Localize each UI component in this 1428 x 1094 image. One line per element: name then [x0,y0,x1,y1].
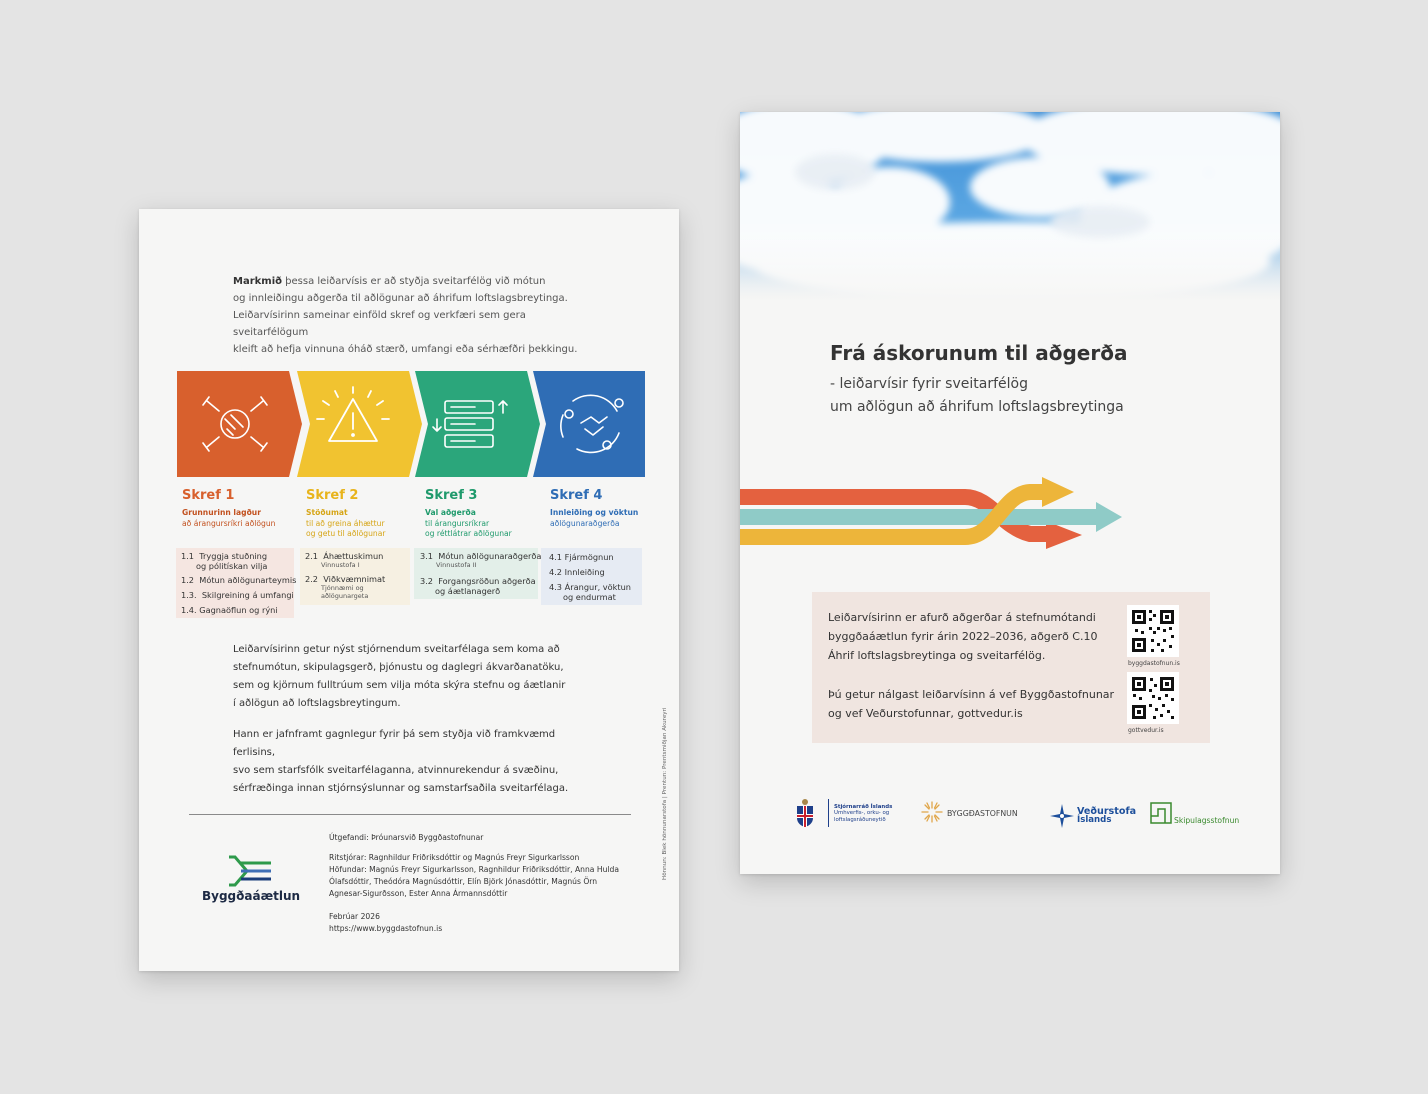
body-line: Leiðarvísirinn getur nýst stjórnendum sveitarfélaga sem koma að [233,644,560,655]
body-line: svo sem starfsfólk sveitarfélaganna, atvinnurekendur á svæðinu, [233,765,559,776]
item-text: Fjármögnun [564,552,614,562]
ministry-line: loftslagsráðuneytið [834,816,886,823]
step-4-title: Skref 4 [550,488,603,503]
body-paragraph-2 [233,726,593,798]
qr-code-gottvedur-icon[interactable] [1127,672,1179,724]
item-text: Skilgreining á umfangi [201,590,294,600]
step-1-item [181,605,278,615]
ribbon-arrows-graphic [740,472,1130,562]
ministry-line: Umhverfis-, orku- og [834,810,890,817]
qr-code-byggdastofnun-icon[interactable] [1127,605,1179,657]
vedurstofa-logo-text [1077,807,1136,825]
byggdaaaetlun-logo-text: Byggðaáætlun [202,889,301,903]
item-note: Vinnustofa I [321,561,360,569]
sun-rays-logo-icon [921,801,943,823]
step-4-arrow [533,371,645,477]
vedurstofa-line: Veðurstofa [1077,806,1137,817]
ministry-line: Stjórnarráð Íslands [834,804,893,810]
divider [189,814,631,815]
step-4-desc: aðlögunaraðgerða [550,519,620,528]
item-text: Árangur, vöktun [564,582,631,592]
back-page [139,209,679,971]
item-text: Tryggja stuðning [199,551,268,561]
qr-label-byggdastofnun: byggdastofnun.is [1128,660,1180,667]
item-num: 2.2 [305,574,319,584]
byggdaaaetlun-logo-icon [225,853,275,887]
credit-editors: Ritstjórar: Ragnhildur Friðriksdóttir og Magnús Freyr Sigurkarlsson [329,853,580,862]
intro-line: þessa leiðarvísis er að styðja sveitarfélög við mótun [282,276,546,287]
step-1-desc: að árangursríkri aðlögun [182,519,276,528]
item-num: 4.3 [549,582,563,592]
sky-clouds-image [740,112,1280,302]
step-1-arrow [177,371,302,477]
credit-date: Febrúar 2026 [329,912,380,921]
credit-url[interactable]: https://www.byggdastofnun.is [329,924,443,933]
body-paragraph-1 [233,641,593,713]
item-note: Tjónnæmi og [321,584,364,592]
item-note: Vinnustofa II [436,561,477,569]
byggdastofnun-logo-text: BYGGÐASTOFNUN [947,809,1018,818]
item-text: Mótun aðlögunaraðgerða [438,551,542,561]
step-3-subtitle: Val aðgerða [425,508,476,517]
info-line: Þú getur nálgast leiðarvísinn á vef Byggðastofnunar [828,688,1115,701]
step-3-desc-line: og réttlátrar aðlögunar [425,529,512,538]
intro-line: og innleiðingu aðgerða til aðlögunar að áhrifum loftslagsbreytinga. [233,293,568,304]
step-2-desc-line: til að greina áhættur [306,519,385,528]
item-text: Áhættuskimun [323,551,384,561]
item-num: 1.1 [181,551,195,561]
item-num: 4.1 [549,552,563,562]
step-1-title: Skref 1 [182,488,235,503]
step-4-item [549,582,631,602]
qr-label-gottvedur: gottvedur.is [1128,727,1164,734]
step-2-item [305,551,383,569]
item-text: og pólitískan vilja [196,561,268,571]
step-2-subtitle: Stöðumat [306,508,348,517]
item-note: aðlögunargeta [321,592,369,600]
intro-bold: Markmið [233,276,282,287]
weather-star-logo-icon [1050,804,1074,828]
item-text: Mótun aðlögunarteymis [199,575,297,585]
intro-line: Leiðarvísirinn sameinar einföld skref og verkfæri sem gera sveitarfélögum [233,310,526,338]
item-num: 2.1 [305,551,319,561]
item-num: 1.2 [181,575,195,585]
step-3-item [420,576,536,596]
credit-authors-line: Höfundar: Magnús Freyr Sigurkarlsson, Ragnhildur Friðriksdóttir, Anna Hulda [329,865,619,874]
body-line: sérfræðinga innan stjórnsýslunnar og samstarfsaðila sveitarfélaga. [233,783,569,794]
intro-line: kleift að hefja vinnuna óháð stærð, umfangi eða sérhæfðri þekkingu. [233,344,578,355]
step-3-item [420,551,541,569]
credit-publisher: Útgefandi: Þróunarsvið Byggðastofnunar [329,833,484,842]
step-2-desc-line: og getu til aðlögunar [306,529,386,538]
skipulag-logo-text: Skipulagsstofnun [1174,816,1240,825]
step-1-subtitle: Grunnurinn lagður [182,508,261,517]
item-num: 4.2 [549,567,563,577]
step-3-desc [425,519,512,539]
step-2-item [305,574,385,600]
credit-authors [329,864,629,901]
item-num: 3.2 [420,576,434,586]
item-text: Forgangsröðun aðgerða [438,576,536,586]
info-paragraph-2 [828,685,1114,723]
step-3-title: Skref 3 [425,488,478,503]
ministry-logo-text [834,804,892,823]
info-box [812,592,1210,743]
body-line: í aðlögun að loftslagsbreytingum. [233,698,401,709]
front-subtitle-line: um aðlögun að áhrifum loftslagsbreytinga [830,399,1124,415]
item-num: 1.3. [181,590,197,600]
vedurstofa-line: Íslands [1077,815,1112,825]
front-title: Frá áskorunum til aðgerða [830,341,1128,365]
info-line: byggðaáætlun fyrir árin 2022–2036, aðgerð C.10 [828,630,1098,643]
skipulag-logo-icon [1150,802,1172,824]
step-4-item [549,567,605,577]
intro-paragraph [233,273,593,358]
item-text: og endurmat [563,592,616,602]
logo-separator [828,799,829,827]
coat-of-arms-icon [794,798,816,828]
item-text: Viðkvæmnimat [323,574,386,584]
body-line: sem og kjörnum fulltrúum sem vilja móta skýra stefnu og áætlanir [233,680,566,691]
front-page [740,112,1280,874]
step-4-subtitle: Innleiðing og vöktun [550,508,639,517]
info-paragraph-1 [828,608,1097,665]
step-3-desc-line: til árangursríkrar [425,519,490,528]
item-text: Innleiðing [564,567,605,577]
step-1-item [181,575,296,585]
credit-authors-line: Ólafsdóttir, Theódóra Magnúsdóttir, Elín Björk Jónasdóttir, Magnús Örn [329,877,598,887]
item-text: Gagnaöflun og rýni [199,605,278,615]
step-1-item [181,551,267,571]
vertical-credit-text: Hönnun: Blek hönnunarstofa | Prentun: Prentsmiðjan Akureyri [662,707,668,880]
credit-authors-line: Agnesar-Sigurðsson, Ester Anna Ármannsdóttir [329,889,508,899]
info-line: Leiðarvísirinn er afurð aðgerðar á stefnumótandi [828,611,1096,624]
step-2-arrow [297,371,422,477]
item-text: og áætlanagerð [435,586,501,596]
step-3-arrow [415,371,540,477]
item-num: 3.1 [420,551,434,561]
step-2-desc [306,519,385,539]
body-line: Hann er jafnframt gagnlegur fyrir þá sem styðja við framkvæmd ferlisins, [233,729,556,758]
body-line: stefnumótun, skipulagsgerð, þjónustu og daglegri ákvarðanatöku, [233,662,564,673]
front-subtitle-line: - leiðarvísir fyrir sveitarfélög [830,376,1028,392]
info-line: Áhrif loftslagsbreytinga og sveitarfélög. [828,649,1046,662]
step-2-title: Skref 2 [306,488,359,503]
info-line: og vef Veðurstofunnar, gottvedur.is [828,707,1023,720]
step-1-item [181,590,294,600]
item-num: 1.4. [181,605,197,615]
step-4-item [549,552,614,562]
